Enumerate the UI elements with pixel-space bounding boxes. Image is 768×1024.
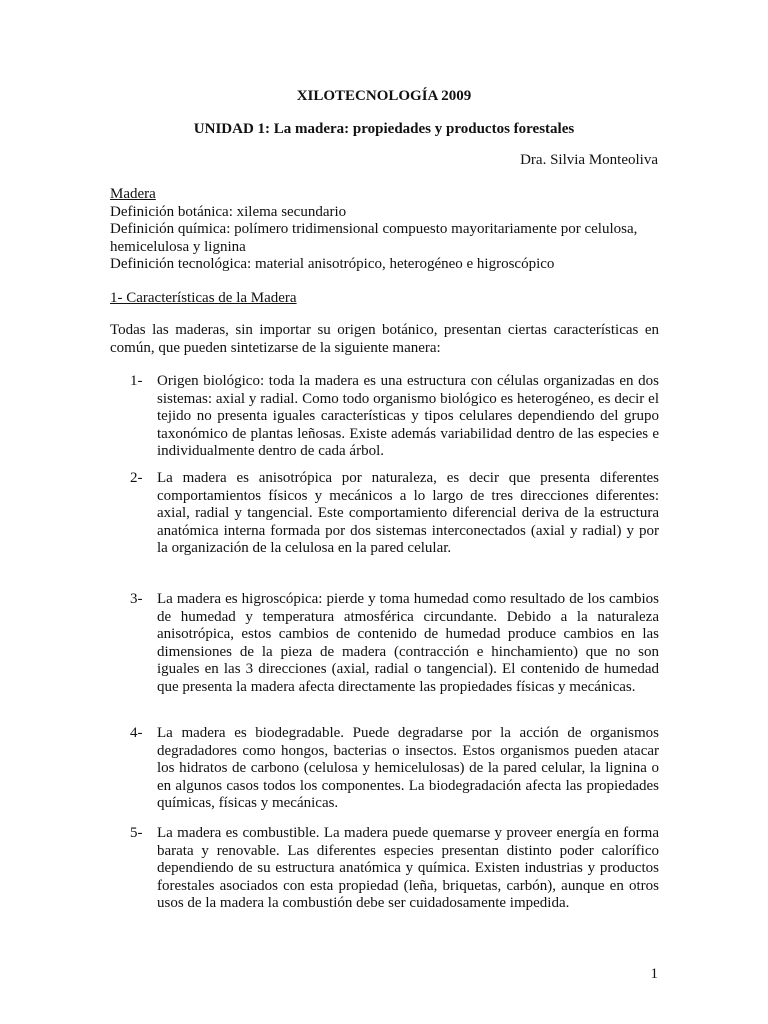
list-item-text: La madera es higroscópica: pierde y toma humedad como resultado de los cambios de humedad y temperatura atmosférica circundante. Debido a la naturaleza anisotrópica, estos cambios de contenido de humedad produce cambios en las dimensiones de la pieza de madera (contracción e hinchamiento) que no son iguales en las 3 direcciones (axial, radial o tangencial). El contenido de humedad que presenta la madera afecta directamente las propiedades físicas y mecánicas. <box>157 591 659 695</box>
list-item-number: 2- <box>130 470 143 486</box>
page-number: 1 <box>650 966 658 982</box>
list-item-number: 5- <box>130 825 143 841</box>
list-item-text: La madera es biodegradable. Puede degradarse por la acción de organismos degradadores como hongos, bacterias o insectos. Estos organismos pueden atacar los hidratos de carbono (celulosa y hemicelulosas) de la pared celular, la lignina o en algunos casos todos los componentes. La biodegradación afecta las propiedades químicas, físicas y mecánicas. <box>157 725 659 812</box>
list-item-text: La madera es combustible. La madera puede quemarse y proveer energía en forma barata y renovable. Las diferentes especies presentan distinto poder calorífico dependiendo de su estructura anatómica y química. Existen industrias y productos forestales asociados con esta propiedad (leña, briquetas, carbón), aunque en otros usos de la madera la combustión debe ser cuidadosamente impedida. <box>157 825 659 912</box>
madera-heading: Madera <box>110 186 156 202</box>
list-item-text: Origen biológico: toda la madera es una estructura con células organizadas en dos sistemas: axial y radial. Como todo organismo biológico es heterogéneo, es decir el tejido no presenta iguales características y tipos celulares dependiendo del grupo taxonómico de plantas leñosas. Existe además variabilidad dentro de las especies e individualmente dentro de cada árbol. <box>157 373 659 460</box>
definition-quimica: Definición química: polímero tridimensional compuesto mayoritariamente por celulosa, hemicelulosa y lignina <box>110 221 638 255</box>
list-item-number: 4- <box>130 725 143 741</box>
document-subtitle: UNIDAD 1: La madera: propiedades y productos forestales <box>193 121 575 137</box>
madera-definitions <box>110 186 659 274</box>
definition-botanica: Definición botánica: xilema secundario <box>110 203 347 220</box>
list-item-text: La madera es anisotrópica por naturaleza, es decir que presenta diferentes comportamientos físicos y mecánicos a lo largo de tres direcciones diferentes: axial, radial y tangencial. Este comportamiento diferencial deriva de la estructura anatómica interna formada por dos sistemas interconectados (axial y radial) y por la organización de la celulosa en la pared celular. <box>157 470 659 557</box>
intro-paragraph: Todas las maderas, sin importar su origen botánico, presentan ciertas características en común, que pueden sintetizarse de la siguiente manera: <box>110 322 659 356</box>
definition-tecnologica: Definición tecnológica: material anisotrópico, heterogéneo e higroscópico <box>110 256 555 273</box>
section-heading: 1- Características de la Madera <box>110 290 297 306</box>
list-item-number: 1- <box>130 373 143 389</box>
document-author: Dra. Silvia Monteoliva <box>520 152 658 168</box>
list-item-number: 3- <box>130 591 143 607</box>
document-title: XILOTECNOLOGÍA 2009 <box>296 88 472 104</box>
